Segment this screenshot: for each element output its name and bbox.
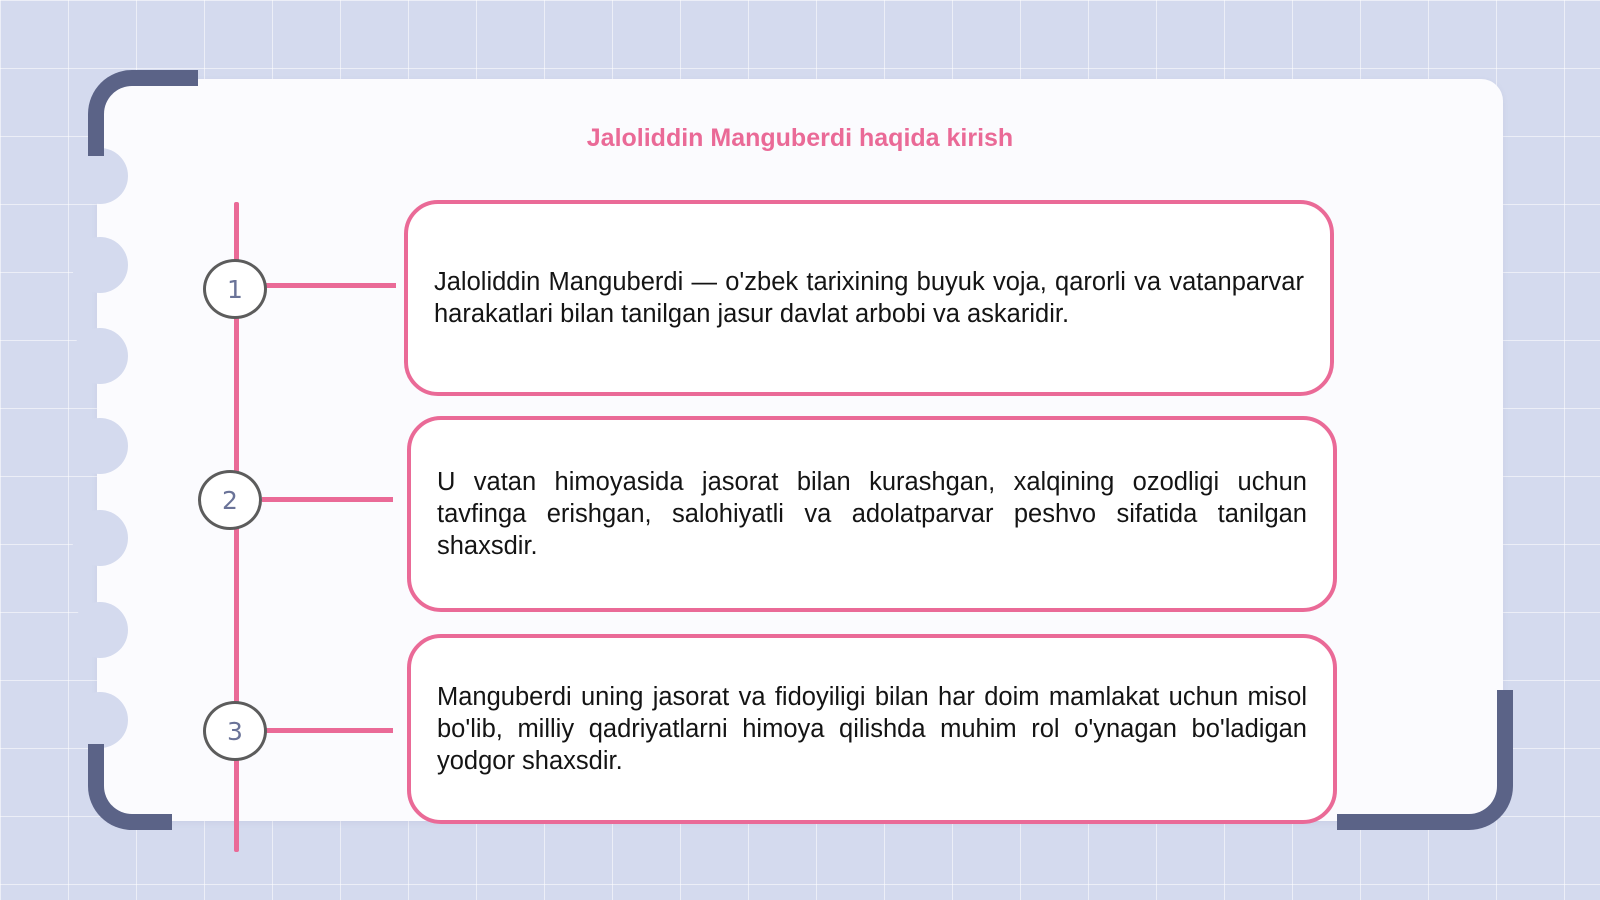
binder-notch — [72, 510, 128, 566]
corner-bracket-bottom-right — [1337, 690, 1513, 830]
binder-notch — [72, 328, 128, 384]
timeline-marker-1[interactable] — [203, 259, 267, 319]
timeline-connector — [266, 283, 396, 288]
timeline-card-text: Manguberdi uning jasorat va fidoyiligi bilan har doim mamlakat uchun misol bo'lib, milliy qadriyatlarni himoya qilishda muhim rol o'ynagan bo'ladigan yodgor shaxsdir. — [437, 683, 1307, 775]
corner-bracket-bottom-left — [88, 744, 172, 830]
timeline-marker-number: 2 — [222, 485, 238, 515]
binder-notch — [72, 418, 128, 474]
slide-title: Jaloliddin Manguberdi haqida kirish — [586, 124, 1014, 152]
timeline-marker-3[interactable] — [203, 701, 267, 761]
timeline-card-1 — [404, 200, 1334, 396]
binder-notch — [72, 602, 128, 658]
binder-notch — [72, 148, 128, 204]
binder-notch — [72, 237, 128, 293]
timeline-card-3 — [407, 634, 1337, 824]
timeline-marker-number: 3 — [227, 716, 243, 746]
timeline-connector — [262, 497, 393, 502]
binder-notch — [72, 692, 128, 748]
timeline-connector — [266, 728, 393, 733]
timeline-card-2 — [407, 416, 1337, 612]
timeline-card-text: Jaloliddin Manguberdi — o'zbek tarixining buyuk voja, qarorli va vatanparvar harakatlari bilan tanilgan jasur davlat arbobi va askaridir. — [434, 268, 1304, 328]
timeline-marker-number: 1 — [227, 274, 243, 304]
timeline-marker-2[interactable] — [198, 470, 262, 530]
timeline-card-text: U vatan himoyasida jasorat bilan kurashgan, xalqining ozodligi uchun tavfinga erishgan, salohiyatli va adolatparvar peshvo sifatida tanilgan shaxsdir. — [437, 468, 1307, 560]
